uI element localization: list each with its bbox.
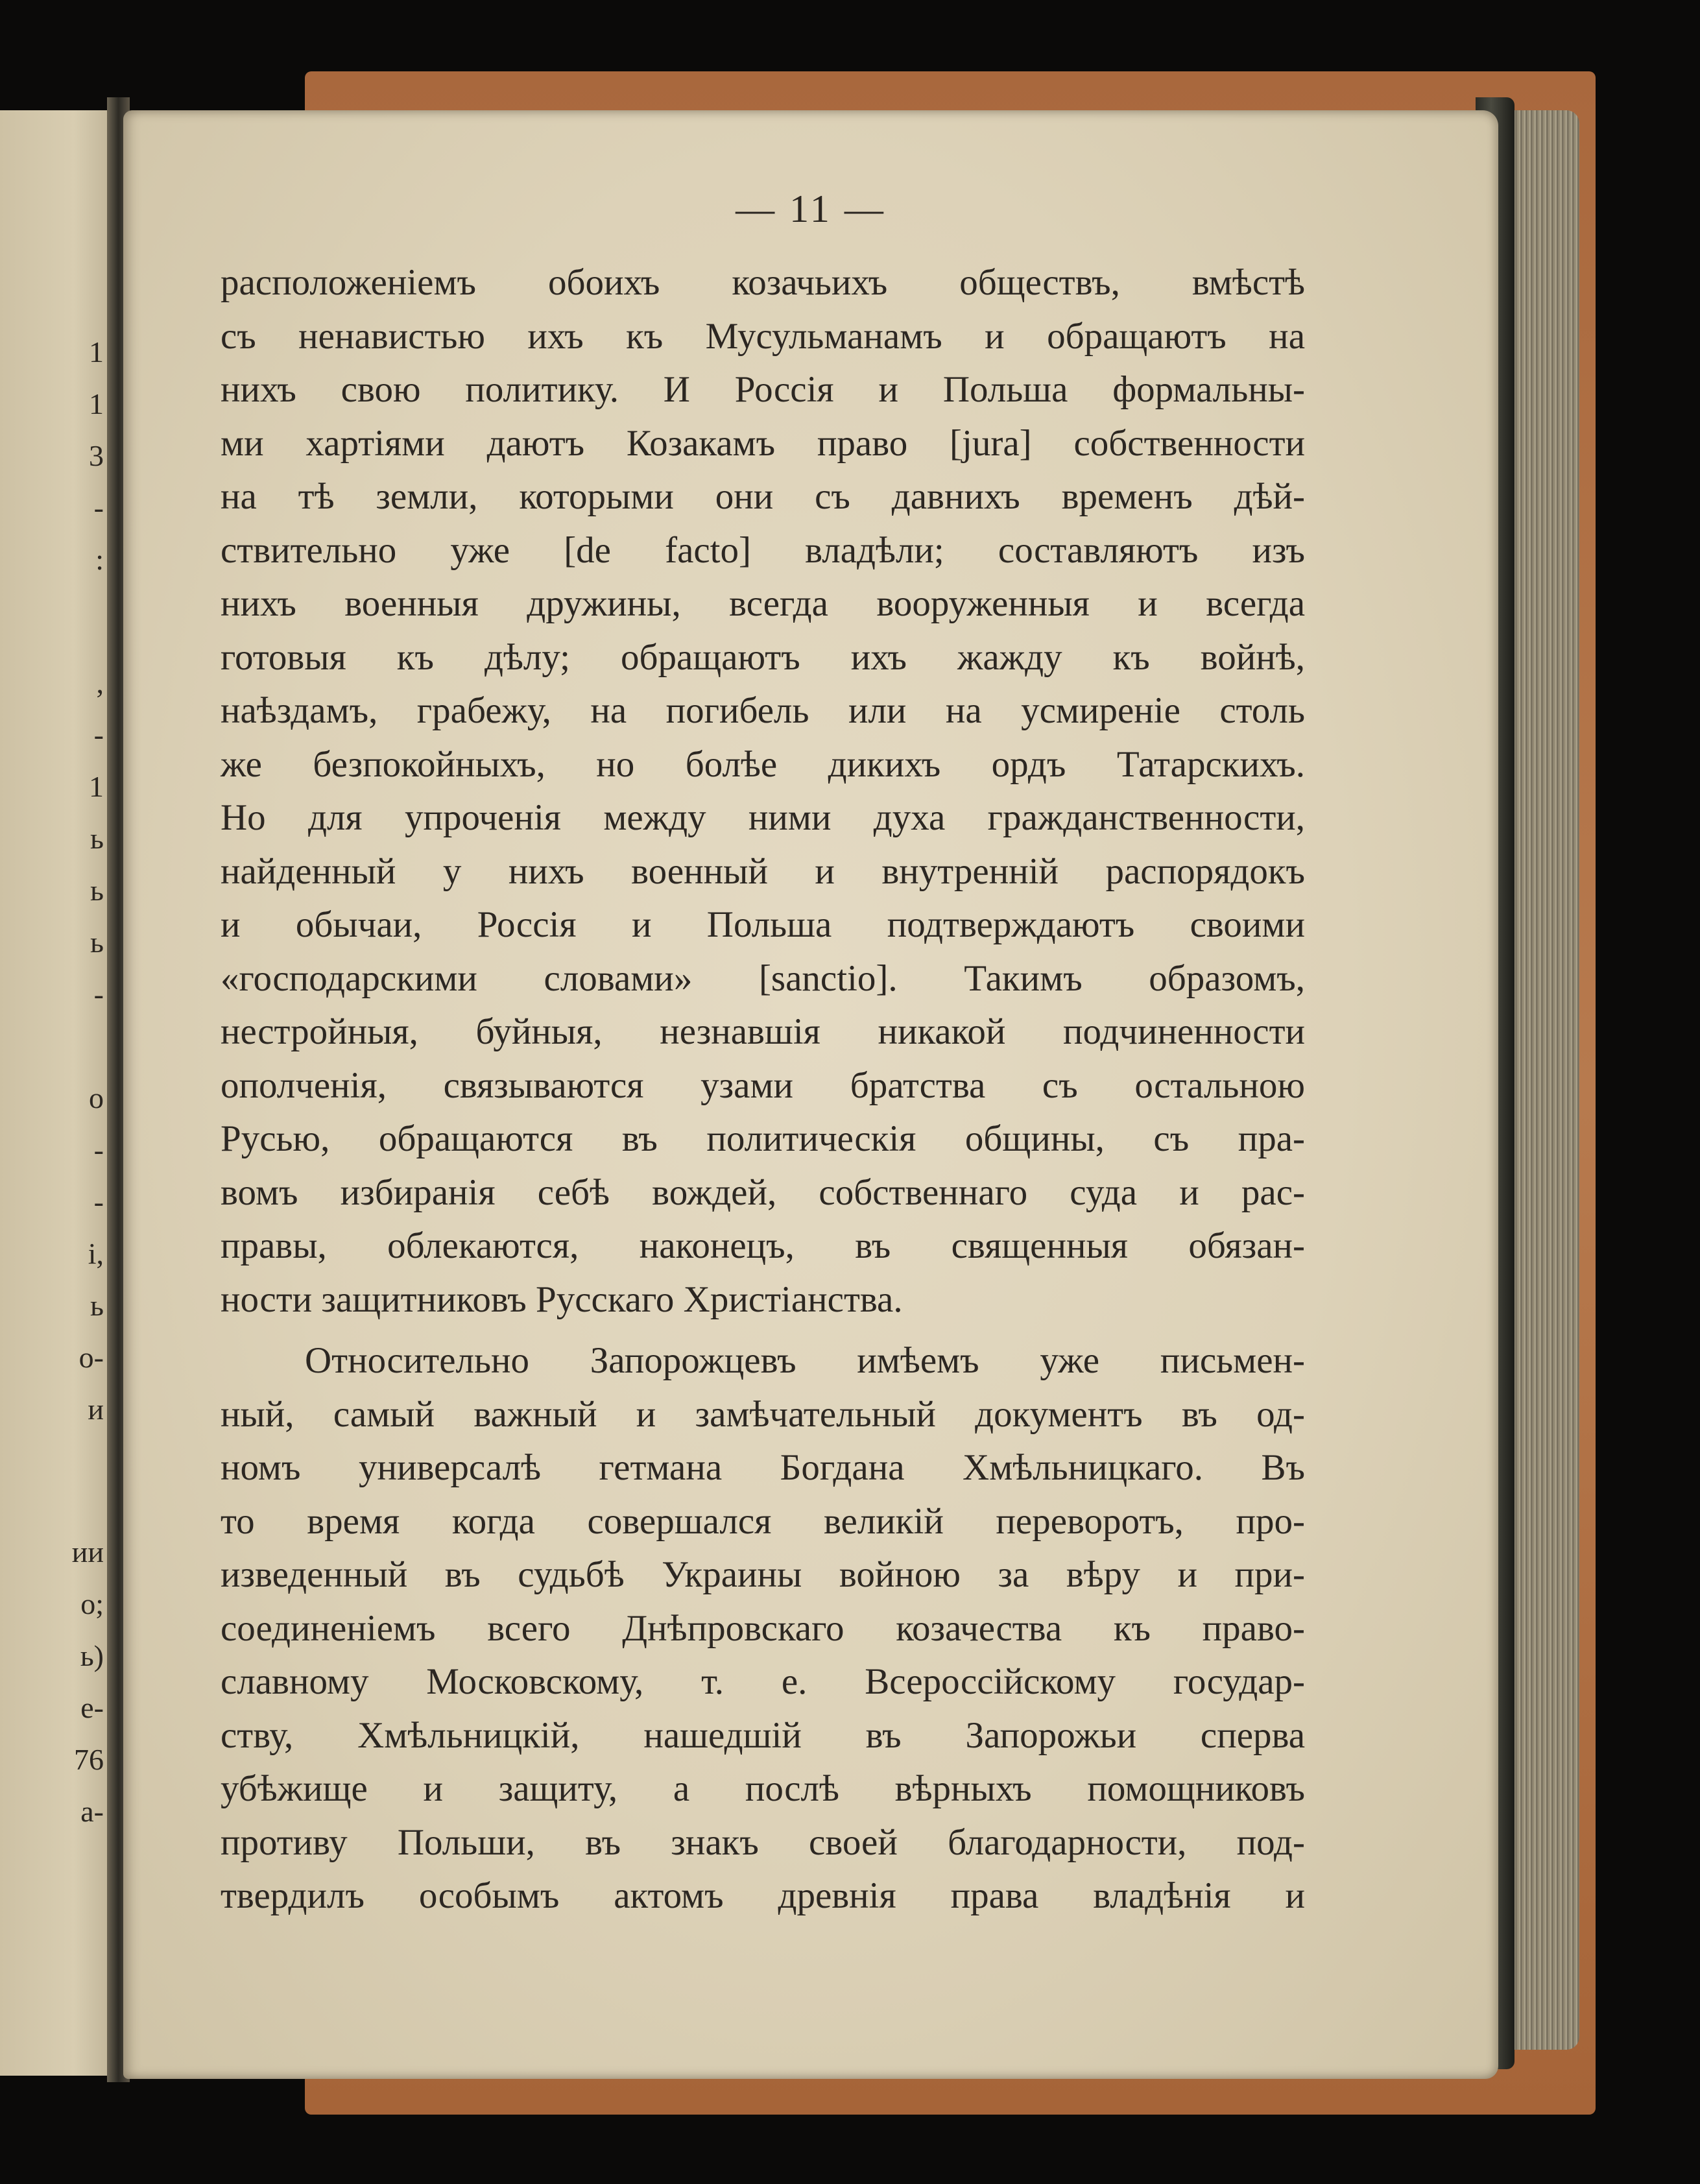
text-line: изведенный въ судьбѣ Украины войною за вѣру и при-: [221, 1554, 1305, 1595]
text-line: убѣжище и защиту, а послѣ вѣрныхъ помощниковъ: [221, 1768, 1305, 1809]
text-line: расположеніемъ обоихъ козачьихъ обществъ, вмѣстѣ: [221, 262, 1305, 303]
left-fragment: 1: [89, 335, 104, 368]
left-fragment: -: [93, 491, 104, 524]
left-fragment: о;: [80, 1587, 104, 1620]
text-line: и обычаи, Россія и Польша подтверждаютъ своими: [221, 904, 1305, 945]
text-line: съ ненавистью ихъ къ Мусульманамъ и обращаютъ на: [221, 315, 1305, 357]
left-fragment: ии: [71, 1535, 104, 1568]
text-line: Но для упроченія между ними духа гражданственности,: [221, 797, 1305, 838]
left-fragment: 1: [89, 387, 104, 420]
left-fragment: ,: [96, 666, 104, 699]
text-line: правы, облекаются, наконецъ, въ священныя обязан-: [221, 1225, 1305, 1266]
left-fragment: е-: [80, 1691, 104, 1724]
left-page-fragments: [0, 110, 104, 2056]
text-line: то время когда совершался великій переворотъ, про-: [221, 1500, 1305, 1542]
text-line: твердилъ особымъ актомъ древнія права владѣнія и: [221, 1875, 1305, 1916]
text-line: Русью, обращаются въ политическія общины, съ пра-: [221, 1118, 1305, 1159]
text-line: Относительно Запорожцевъ имѣемъ уже письмен-: [305, 1340, 1305, 1381]
left-fragment: о: [89, 1081, 104, 1114]
left-fragment: ь: [90, 822, 104, 855]
text-line: ополченія, связываются узами братства съ остальною: [221, 1064, 1305, 1106]
left-fragment: ь: [90, 874, 104, 907]
text-line: славному Московскому, т. е. Всероссійскому государ-: [221, 1661, 1305, 1702]
left-fragment: и: [88, 1393, 104, 1426]
left-fragment: -: [93, 1185, 104, 1218]
left-fragment: а-: [80, 1795, 104, 1828]
text-line: нихъ свою политику. И Россія и Польша формальны-: [221, 369, 1305, 410]
text-line: соединеніемъ всего Днѣпровскаго козачества къ право-: [221, 1607, 1305, 1649]
text-line: противу Польши, въ знакъ своей благодарности, под-: [221, 1821, 1305, 1863]
page-number: — 11 —: [736, 187, 886, 230]
left-fragment: ь: [90, 926, 104, 959]
text-line: ству, Хмѣльницкій, нашедшій въ Запорожьи сперва: [221, 1714, 1305, 1756]
left-fragment: ь: [90, 1289, 104, 1322]
left-fragment: і,: [88, 1237, 104, 1270]
text-line: ми хартіями даютъ Козакамъ право [jura] собственности: [221, 422, 1305, 464]
text-line: нестройныя, буйныя, незнавшія никакой подчиненности: [221, 1011, 1305, 1052]
text-line: ности защитниковъ Русскаго Христіанства.: [221, 1278, 903, 1320]
left-fragment: -: [93, 978, 104, 1011]
left-fragment: о-: [78, 1341, 104, 1374]
text-line: на тѣ земли, которыми они съ давнихъ временъ дѣй-: [221, 476, 1305, 517]
left-fragment: -: [93, 718, 104, 751]
text-line: «господарскими словами» [sanctio]. Такимъ образомъ,: [221, 957, 1305, 999]
page-body-text: [221, 256, 1305, 1923]
left-fragment: 1: [89, 770, 104, 803]
left-fragment: :: [95, 543, 104, 576]
text-line: ный, самый важный и замѣчательный документъ въ од-: [221, 1393, 1305, 1435]
text-line: найденный у нихъ военный и внутренній распорядокъ: [221, 850, 1305, 892]
text-line: наѣздамъ, грабежу, на погибель или на усмиреніе столь: [221, 690, 1305, 731]
left-fragment: ь): [80, 1639, 104, 1672]
text-line: нихъ военныя дружины, всегда вооруженныя и всегда: [221, 583, 1305, 624]
text-line: ствительно уже [de facto] владѣли; составляютъ изъ: [221, 529, 1305, 571]
left-fragment: -: [93, 1133, 104, 1166]
left-fragment: 76: [74, 1743, 104, 1776]
text-line: же безпокойныхъ, но болѣе дикихъ ордъ Татарскихъ.: [221, 743, 1305, 785]
text-line: вомъ избиранія себѣ вождей, собственнаго суда и рас-: [221, 1171, 1305, 1213]
paragraph-gap: [221, 1326, 1305, 1334]
text-line: номъ универсалѣ гетмана Богдана Хмѣльницкаго. Въ: [221, 1447, 1305, 1488]
text-line: готовыя къ дѣлу; обращаютъ ихъ жажду къ войнѣ,: [221, 636, 1305, 678]
book-page: [123, 110, 1498, 2079]
left-fragment: 3: [89, 439, 104, 472]
